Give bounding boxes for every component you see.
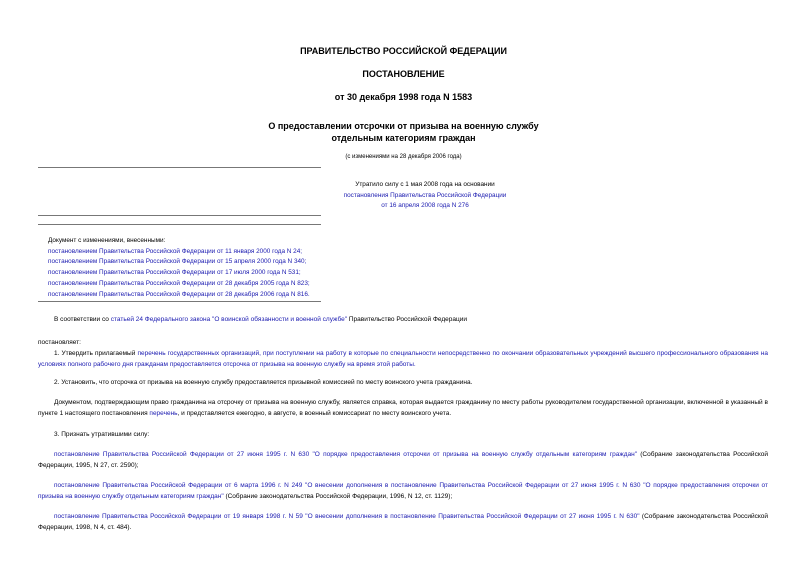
repealed-act-source: (Собрание законодательства Российской Федерации, 1998, N 4, ст. 484).: [38, 513, 768, 531]
paragraph-3: 3. Признать утратившими силу:: [54, 431, 150, 438]
intro-text: В соответствии со: [54, 316, 111, 323]
resolves-text: постановляет:: [38, 339, 81, 346]
intro-paragraph: [54, 315, 754, 326]
repealed-act-source: (Собрание законодательства Российской Федерации, 1995, N 27, ст. 2590);: [38, 451, 768, 469]
certificate-text: Документом, подтверждающим право гражданина на отсрочку от призыва на военную службу, является справка, которая выдается гражданину по месту работы руководителем государственной организации, включенной в указанный в пункте 1 настоящего постановления: [38, 399, 768, 417]
law-article-link[interactable]: статьей 24 Федерального закона "О воинской обязанности и военной службе": [110, 316, 348, 323]
paragraph-1-text: 1. Утвердить прилагаемый: [54, 350, 138, 357]
repealed-act-source: (Собрание законодательства Российской Федерации, 1996, N 12, ст. 1129);: [223, 492, 453, 500]
void-notice-link-line2[interactable]: от 16 апреля 2008 года N 276: [381, 202, 469, 209]
divider: [38, 301, 321, 302]
divider: [38, 215, 321, 216]
repealed-item-3: [38, 512, 768, 533]
repealed-item-1: [38, 450, 768, 471]
amendments-intro: Документ с изменениями, внесенными:: [48, 237, 166, 244]
divider: [38, 224, 321, 225]
paragraph-1: [38, 349, 768, 370]
certificate-text-end: , и представляется ежегодно, в августе, в военный комиссариат по месту воинского учета.: [177, 409, 452, 417]
document-date: от 30 декабря 1998 года N 1583: [334, 92, 473, 102]
repealed-item-2: [38, 481, 768, 502]
amendment-link[interactable]: постановлением Правительства Российской Федерации от 15 апреля 2000 года N 340;: [48, 258, 307, 266]
amended-note: (с изменениями на 28 декабря 2006 года): [345, 154, 462, 160]
list-link[interactable]: перечень: [149, 409, 178, 417]
intro-text-end: Правительство Российской Федерации: [347, 316, 468, 323]
repealed-act-link[interactable]: постановление Правительства Российской Федерации от 19 января 1998 г. N 59 "О внесении дополнения в постановление Правительства Российской Федерации от 27 июня 1995 г. N 630": [54, 513, 640, 520]
void-notice-text: Утратило силу с 1 мая 2008 года на основании: [355, 181, 495, 188]
document-type-heading: ПОСТАНОВЛЕНИЕ: [362, 69, 445, 79]
amendment-link[interactable]: постановлением Правительства Российской Федерации от 17 июля 2000 года N 531;: [48, 269, 301, 277]
document-title-line2: отдельным категориям граждан: [331, 133, 476, 143]
government-heading: ПРАВИТЕЛЬСТВО РОССИЙСКОЙ ФЕДЕРАЦИИ: [300, 46, 507, 56]
document-title: [0, 120, 807, 144]
document-title-line1: О предоставлении отсрочки от призыва на военную службу: [268, 121, 539, 131]
amendment-link[interactable]: постановлением Правительства Российской Федерации от 11 января 2000 года N 24;: [48, 247, 303, 255]
void-notice: [270, 180, 580, 212]
repealed-act-link[interactable]: постановление Правительства Российской Федерации от 27 июня 1995 г. N 630 "О порядке предоставления отсрочки от призыва на военную службу отдельным категориям граждан": [54, 451, 638, 458]
organizations-list-link[interactable]: перечень государственных организаций, при поступлении на работу в которые по специальности непосредственно по окончании образовательных учреждений высшего профессионального образования на условиях полного рабочего дня гражданам предоставляется отсрочка от призыва на военную службу на время этой работы.: [38, 350, 768, 368]
void-notice-link-line1[interactable]: постановления Правительства Российской Федерации: [343, 191, 507, 199]
paragraph-2: 2. Установить, что отсрочка от призыва на военную службу предоставляется призывной комиссией по месту воинского учета гражданина.: [54, 379, 473, 386]
amendment-link[interactable]: постановлением Правительства Российской Федерации от 28 декабря 2005 года N 823;: [48, 279, 310, 287]
amendments-list: [48, 236, 448, 300]
certificate-paragraph: [38, 398, 768, 419]
repealed-act-link[interactable]: постановление Правительства Российской Федерации от 6 марта 1996 г. N 249 "О внесении дополнения в постановление Правительства Российской Федерации от 27 июня 1995 г. N 630 "О порядке предоставления отсрочки от призыва на военную службу отдельным категориям граждан": [38, 482, 768, 500]
divider: [38, 167, 321, 168]
amendment-link[interactable]: постановлением Правительства Российской Федерации от 28 декабря 2006 года N 816.: [48, 290, 310, 298]
